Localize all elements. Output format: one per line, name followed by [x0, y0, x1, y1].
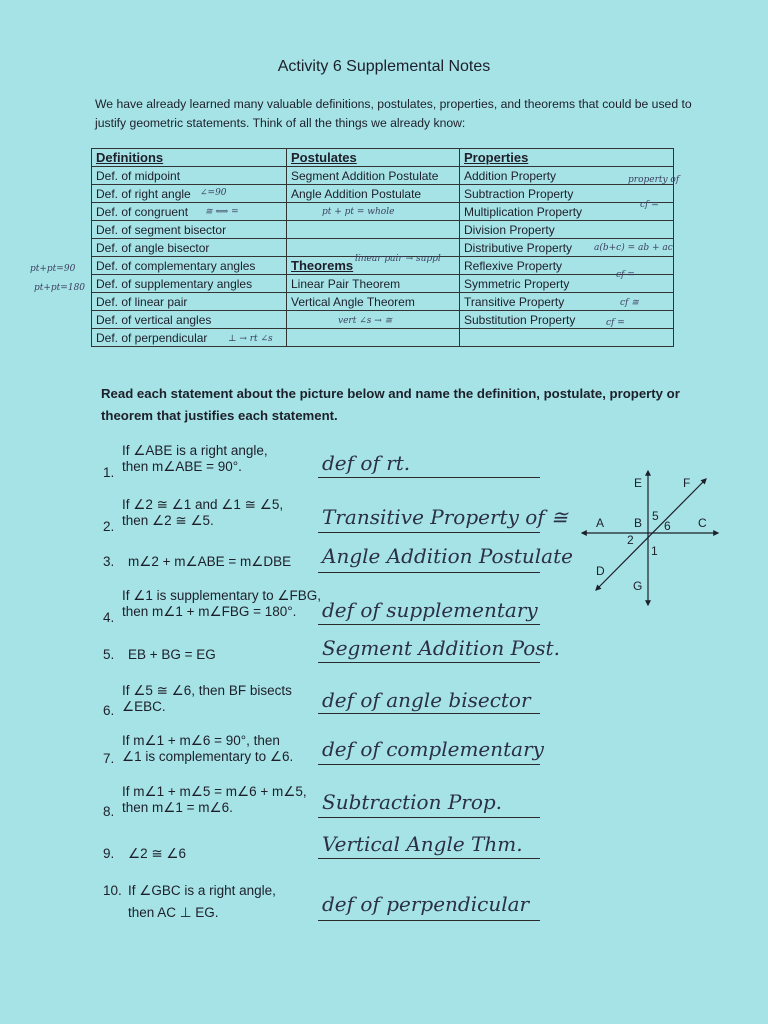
angle-6-label: 6 — [664, 519, 671, 533]
definition-cell: Def. of angle bisector — [92, 239, 287, 257]
question-number: 1. — [103, 465, 115, 480]
postulates-header: Postulates — [287, 149, 460, 167]
definition-cell: Def. of supplementary angles — [92, 275, 287, 293]
question-line: ∠EBC. — [122, 699, 166, 714]
handwritten-note: cf = — [616, 270, 635, 280]
point-e-label: E — [634, 476, 643, 490]
point-b-label: B — [634, 516, 643, 530]
property-cell: Multiplication Property — [460, 203, 674, 221]
theorems-header: Theorems — [287, 257, 460, 275]
question-line: EB + BG = EG — [128, 647, 216, 662]
point-c-label: C — [698, 516, 707, 530]
question-line: then m∠1 = m∠6. — [122, 800, 233, 815]
answer-line — [318, 858, 540, 859]
postulate-cell: Angle Addition Postulate — [287, 185, 460, 203]
answer[interactable]: def of perpendicular — [322, 892, 530, 916]
question-number: 2. — [103, 519, 115, 534]
question-line: If ∠GBC is a right angle, — [128, 883, 276, 898]
question-line: then ∠2 ≅ ∠5. — [122, 513, 214, 528]
answer-line — [318, 713, 540, 714]
property-cell: Reflexive Property — [460, 257, 674, 275]
angle-2-label: 2 — [627, 533, 634, 547]
point-g-label: G — [633, 579, 643, 593]
handwritten-note: pt+pt=90 — [30, 264, 76, 274]
angle-1-label: 1 — [651, 544, 658, 558]
answer-line — [318, 817, 540, 818]
handwritten-note: pt+pt=180 — [34, 283, 86, 293]
angle-5-label: 5 — [652, 509, 659, 523]
definition-cell: Def. of segment bisector — [92, 221, 287, 239]
handwritten-note: cf = — [640, 200, 659, 210]
line-df — [596, 479, 706, 590]
instruction-text: Read each statement about the picture below and name the definition, postulate, property or theorem that justifies each statement. — [101, 386, 680, 423]
handwritten-note: cf = — [606, 318, 625, 328]
answer-line — [318, 764, 540, 765]
question-line: ∠2 ≅ ∠6 — [128, 846, 187, 861]
handwritten-note: ⊥ → rt ∠s — [228, 334, 273, 344]
definition-cell: Def. of complementary angles — [92, 257, 287, 275]
question-line: If ∠2 ≅ ∠1 and ∠1 ≅ ∠5, — [122, 497, 284, 512]
page-title: Activity 6 Supplemental Notes — [277, 58, 491, 75]
point-a-label: A — [596, 516, 605, 530]
handwritten-note: a(b+c) = ab + ac — [594, 243, 673, 253]
property-cell: Substitution Property — [460, 311, 674, 329]
question-line: then m∠ABE = 90°. — [122, 459, 242, 474]
property-cell: Addition Property — [460, 167, 674, 185]
handwritten-note: linear pair → suppl — [355, 254, 441, 264]
question-number: 3. — [103, 554, 115, 569]
definitions-header: Definitions — [92, 149, 287, 167]
question-number: 5. — [103, 647, 115, 662]
theorem-cell: Linear Pair Theorem — [287, 275, 460, 293]
answer[interactable]: def of complementary — [322, 737, 544, 761]
question-line: If ∠ABE is a right angle, — [122, 443, 268, 458]
theorem-cell: Vertical Angle Theorem — [287, 293, 460, 311]
question-number: 9. — [103, 846, 115, 861]
question-number: 4. — [103, 610, 115, 625]
answer[interactable]: Segment Addition Post. — [322, 636, 560, 660]
answer[interactable]: Angle Addition Postulate — [322, 544, 573, 568]
definition-cell: Def. of vertical angles — [92, 311, 287, 329]
handwritten-note: vert ∠s → ≅ — [338, 316, 393, 326]
answer[interactable]: Transitive Property of ≅ — [322, 505, 568, 529]
answer-line — [318, 532, 540, 533]
property-cell: Symmetric Property — [460, 275, 674, 293]
property-cell: Division Property — [460, 221, 674, 239]
property-cell: Subtraction Property — [460, 185, 674, 203]
empty-cell — [287, 329, 460, 347]
question-line: m∠2 + m∠ABE = m∠DBE — [128, 554, 292, 569]
question-line: If ∠1 is supplementary to ∠FBG, — [122, 588, 322, 603]
postulate-cell: Segment Addition Postulate — [287, 167, 460, 185]
definition-cell: Def. of midpoint — [92, 167, 287, 185]
answer-line — [318, 624, 540, 625]
intro-paragraph: We have already learned many valuable definitions, postulates, properties, and theorems that could be used to justify geometric statements. Think of all the things we already know: — [95, 97, 692, 130]
empty-cell — [287, 221, 460, 239]
handwritten-note: ∠=90 — [200, 188, 227, 198]
answer-line — [318, 920, 540, 921]
empty-cell — [460, 329, 674, 347]
handwritten-note: cf ≅ — [620, 298, 639, 308]
answer[interactable]: def of angle bisector — [322, 688, 531, 712]
property-cell: Transitive Property — [460, 293, 674, 311]
handwritten-note: property of — [628, 175, 680, 185]
answer[interactable]: Vertical Angle Thm. — [322, 832, 523, 856]
question-line: If ∠5 ≅ ∠6, then BF bisects — [122, 683, 292, 698]
answer[interactable]: Subtraction Prop. — [322, 790, 503, 814]
definition-cell: Def. of perpendicular — [92, 329, 287, 347]
answer[interactable]: def of rt. — [322, 451, 411, 475]
question-number: 10. — [103, 883, 122, 898]
point-d-label: D — [596, 564, 605, 578]
question-line: then AC ⊥ EG. — [128, 905, 219, 920]
question-line: then m∠1 + m∠FBG = 180°. — [122, 604, 297, 619]
geometry-figure — [578, 465, 728, 615]
property-cell: Distributive Property — [460, 239, 674, 257]
question-number: 8. — [103, 804, 115, 819]
answer[interactable]: def of supplementary — [322, 598, 538, 622]
question-line: If m∠1 + m∠5 = m∠6 + m∠5, — [122, 784, 307, 799]
definition-cell: Def. of congruent — [92, 203, 287, 221]
question-number: 7. — [103, 751, 115, 766]
point-f-label: F — [683, 476, 691, 490]
answer-line — [318, 572, 540, 573]
properties-header: Properties — [460, 149, 674, 167]
question-line: ∠1 is complementary to ∠6. — [122, 749, 294, 764]
handwritten-note: pt + pt = whole — [322, 207, 395, 217]
question-line: If m∠1 + m∠6 = 90°, then — [122, 733, 280, 748]
handwritten-note: ≅ ⟺ = — [205, 207, 239, 217]
definition-cell: Def. of linear pair — [92, 293, 287, 311]
definition-cell: Def. of right angle — [92, 185, 287, 203]
answer-line — [318, 662, 540, 663]
question-number: 6. — [103, 703, 115, 718]
answer-line — [318, 477, 540, 478]
